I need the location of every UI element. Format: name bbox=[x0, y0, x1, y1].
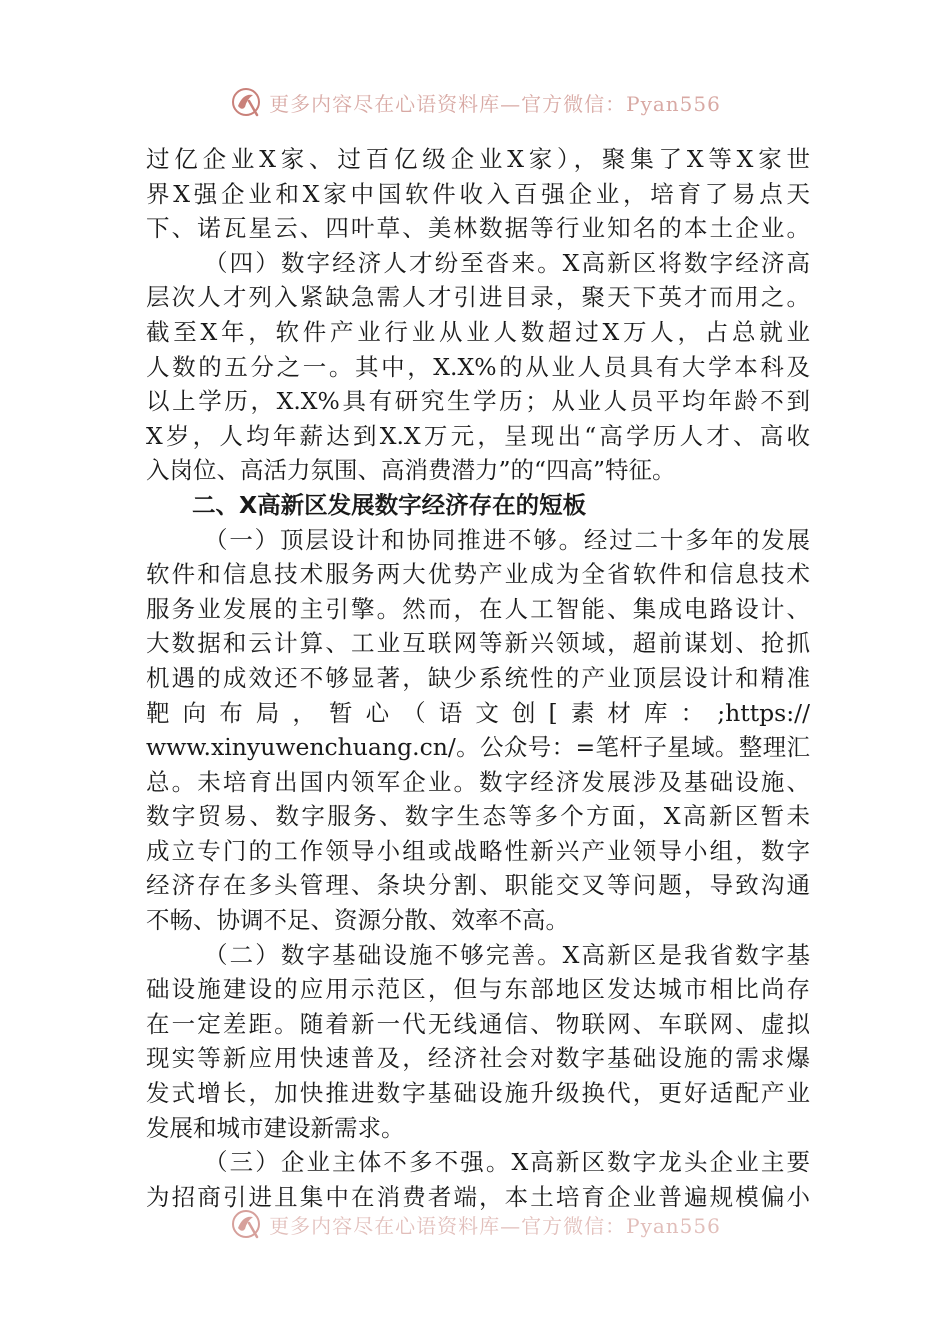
body-line: 以上学历，X.X%具有研究生学历；从业人员平均年龄不到 bbox=[146, 387, 810, 416]
body-text bbox=[146, 142, 810, 1214]
body-line: 人数的五分之一。其中，X.X%的从业人员具有大学本科及 bbox=[146, 352, 810, 381]
body-line: 发展和城市建设新需求。 bbox=[146, 1113, 405, 1142]
body-line: 在一定差距。随着新一代无线通信、物联网、车联网、虚拟 bbox=[146, 1009, 810, 1038]
body-line: 发式增长，加快推进数字基础设施升级换代，更好适配产业 bbox=[146, 1079, 810, 1108]
body-line: 数字贸易、数字服务、数字生态等多个方面，X高新区暂未 bbox=[146, 802, 810, 831]
watermark-text: 更多内容尽在心语资料库—官方微信：Pyan556 bbox=[269, 1213, 721, 1238]
watermark-text: 更多内容尽在心语资料库—官方微信：Pyan556 bbox=[269, 91, 721, 116]
paragraph-start-line: （一）顶层设计和协同推进不够。经过二十多年的发展 bbox=[204, 525, 810, 554]
body-line: 大数据和云计算、工业互联网等新兴领域，超前谋划、抢抓 bbox=[146, 629, 810, 658]
body-line: X岁，人均年薪达到X.X万元，呈现出“高学历人才、高收 bbox=[146, 421, 810, 450]
body-line: 下、诺瓦星云、四叶草、美林数据等行业知名的本土企业。 bbox=[146, 214, 810, 243]
section-heading: 二、X高新区发展数字经济存在的短板 bbox=[192, 490, 587, 519]
body-line: 机遇的成效还不够显著，缺少系统性的产业顶层设计和精准 bbox=[146, 663, 810, 692]
watermark-header bbox=[0, 82, 950, 122]
body-line: 成立专门的工作领导小组或战略性新兴产业领导小组，数字 bbox=[146, 836, 810, 865]
body-line: 过亿企业X家、过百亿级企业X家），聚集了X等X家世 bbox=[146, 145, 810, 173]
body-line: 经济存在多头管理、条块分割、职能交叉等问题，导致沟通 bbox=[146, 871, 810, 900]
body-line: 界X强企业和X家中国软件收入百强企业，培育了易点天 bbox=[146, 179, 810, 208]
body-line: 入岗位、高活力氛围、高消费潜力”的“四高”特征。 bbox=[146, 456, 676, 485]
body-line: 础设施建设的应用示范区，但与东部地区发达城市相比尚存 bbox=[146, 975, 810, 1004]
body-line: 层次人才列入紧缺急需人才引进目录，聚天下英才而用之。 bbox=[146, 283, 810, 312]
logo-icon bbox=[229, 1207, 263, 1241]
body-line: 总。未培育出国内领军企业。数字经济发展涉及基础设施、 bbox=[146, 767, 810, 796]
logo-icon bbox=[229, 85, 263, 119]
body-line: www.xinyuwenchuang.cn/。公众号：=笔杆子星域。整理汇 bbox=[146, 733, 810, 762]
paragraph-start-line: （四）数字经济人才纷至沓来。X高新区将数字经济高 bbox=[204, 248, 810, 277]
body-line: 为招商引进且集中在消费者端，本土培育企业普遍规模偏小 bbox=[146, 1182, 810, 1211]
body-line: 服务业发展的主引擎。然而，在人工智能、集成电路设计、 bbox=[146, 594, 810, 623]
watermark-footer bbox=[0, 1204, 950, 1244]
paragraph-start-line: （二）数字基础设施不够完善。X高新区是我省数字基 bbox=[204, 940, 810, 969]
body-line: 不畅、协调不足、资源分散、效率不高。 bbox=[146, 906, 569, 935]
body-line: 靶向布局，暂心（语文创[素材库：;https:// bbox=[146, 698, 810, 727]
paragraph-start-line: （三）企业主体不多不强。X高新区数字龙头企业主要 bbox=[204, 1148, 810, 1177]
body-line: 截至X年，软件产业行业从业人数超过X万人，占总就业 bbox=[146, 317, 810, 346]
body-line: 现实等新应用快速普及，经济社会对数字基础设施的需求爆 bbox=[146, 1044, 810, 1073]
body-line: 软件和信息技术服务两大优势产业成为全省软件和信息技术 bbox=[146, 560, 810, 589]
